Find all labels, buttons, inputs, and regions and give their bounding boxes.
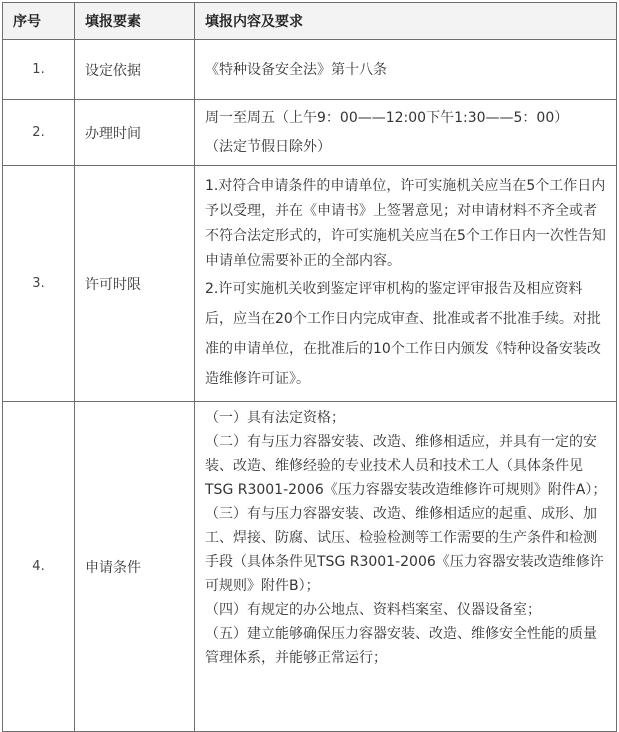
header-row <box>3 3 617 40</box>
row-number: 4. <box>3 402 75 732</box>
header-item: 填报要素 <box>75 3 195 40</box>
content-paragraph: （三）有与压力容器安装、改造、维修相适应的起重、成形、加工、焊接、防腐、试压、检验检测等工作需要的生产条件和检测手段（具体条件见TSG R3001-2006《压力容器安装改造维修许可规则》附件B）； <box>205 506 604 594</box>
row-item: 许可时限 <box>75 166 195 402</box>
row-content <box>195 40 617 100</box>
row-number: 3. <box>3 166 75 402</box>
table-row <box>3 402 617 732</box>
row-item: 设定依据 <box>75 40 195 100</box>
table-row <box>3 100 617 166</box>
table-row <box>3 40 617 100</box>
row-item: 办理时间 <box>75 100 195 166</box>
content-paragraph: （二）有与压力容器安装、改造、维修相适应，并具有一定的安装、改造、维修经验的专业技术人员和技术工人（具体条件见TSG R3001-2006《压力容器安装改造维修许可规则》附件A）； <box>205 434 607 498</box>
row-content <box>195 166 617 402</box>
content-paragraph: （四）有规定的办公地点、资料档案室、仪器设备室； <box>205 602 541 618</box>
content-paragraph: 1.对符合申请条件的申请单位，许可实施机关应当在5个工作日内予以受理，并在《申请书》上签署意见；对申请材料不齐全或者不符合法定形式的，许可实施机关应当在5个工作日内一次性告知申请单位需要补正的全部内容。 <box>205 177 606 269</box>
row-number: 2. <box>3 100 75 166</box>
row-number: 1. <box>3 40 75 100</box>
content-paragraph: （五）建立能够确保压力容器安装、改造、维修安全性能的质量管理体系，并能够正常运行； <box>205 626 597 666</box>
info-table <box>2 2 617 732</box>
row-content <box>195 402 617 732</box>
content-paragraph: （一）具有法定资格； <box>205 410 345 426</box>
row-content <box>195 100 617 166</box>
content-paragraph: 2.许可实施机关收到鉴定评审机构的鉴定评审报告及相应资料后，应当在20个工作日内完成审查、批准或者不批准手续。对批准的申请单位，在批准后的10个工作日内颁发《特种设备安装改造维修许可证》。 <box>205 280 601 387</box>
header-index: 序号 <box>3 3 75 40</box>
content-paragraph: 周一至周五（上午9：00——12:00下午1:30——5：00） （法定节假日除外） <box>205 109 618 155</box>
row-item: 申请条件 <box>75 402 195 732</box>
content-paragraph: 《特种设备安全法》第十八条 <box>205 61 387 78</box>
table-row <box>3 166 617 402</box>
header-content: 填报内容及要求 <box>195 3 617 40</box>
